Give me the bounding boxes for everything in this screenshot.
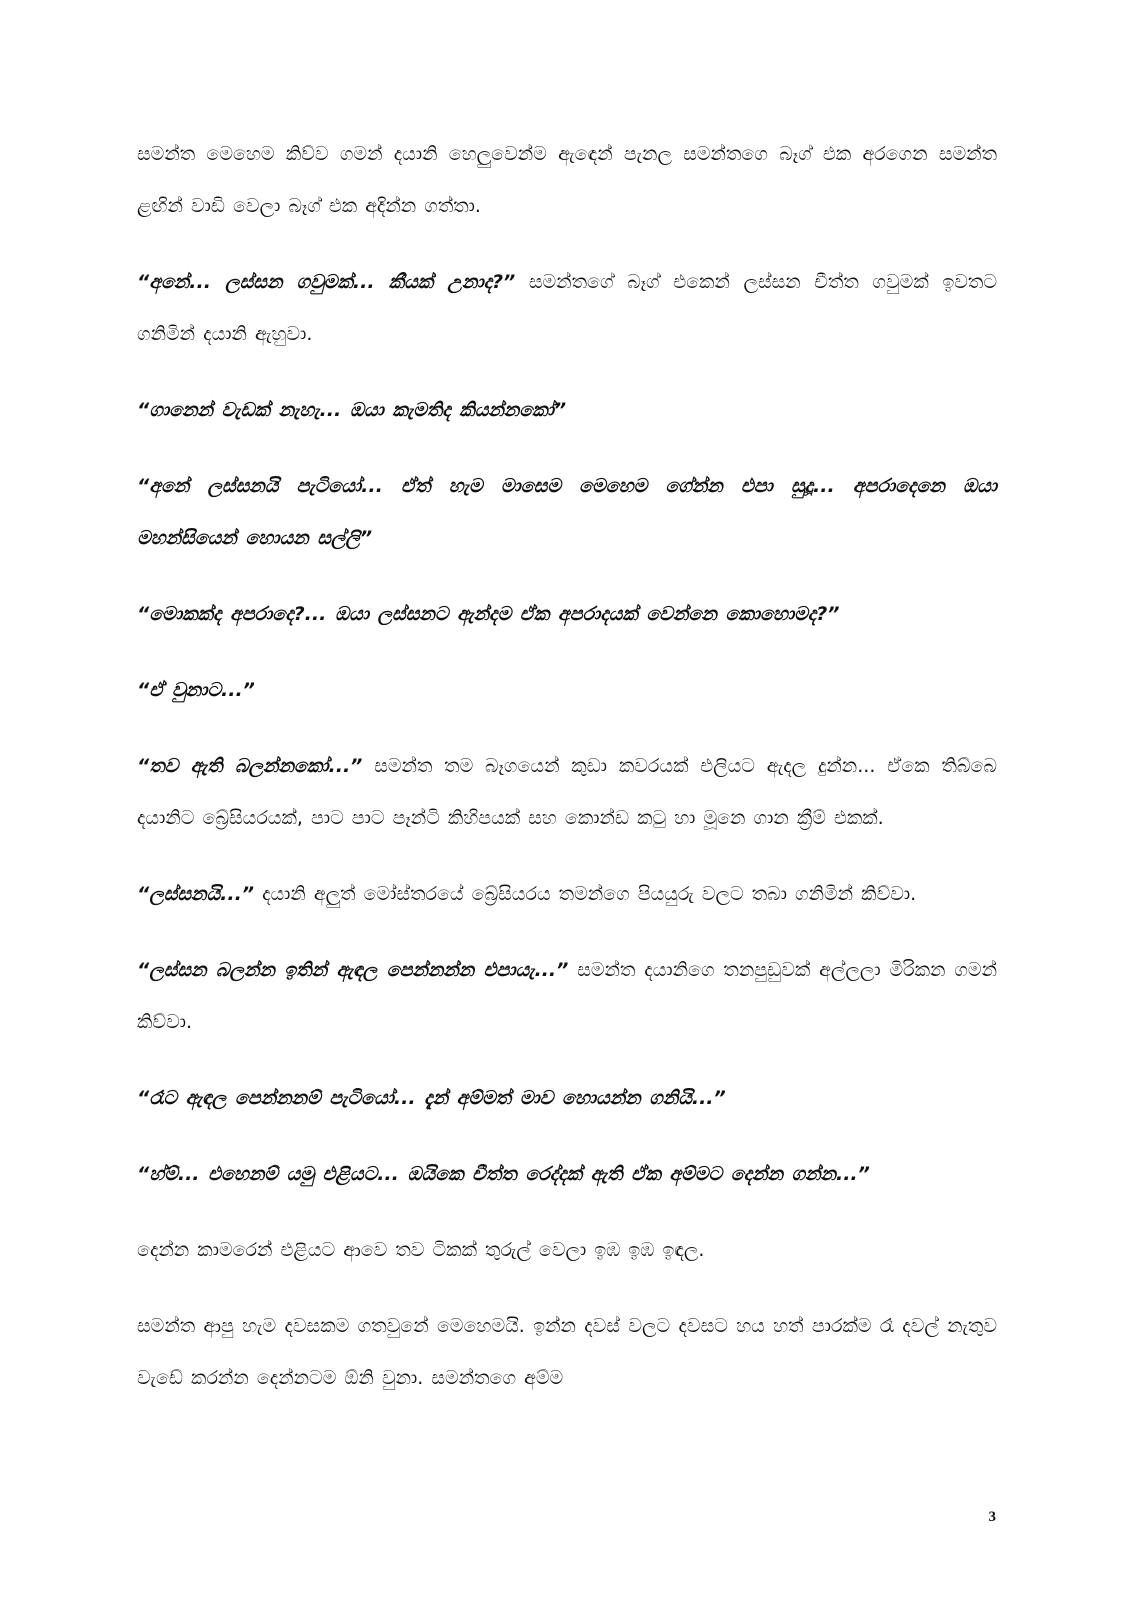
dialogue-text: “තව ඇති බලන්නකෝ...”	[137, 755, 363, 777]
paragraph-12	[137, 1224, 997, 1276]
body-text	[137, 128, 997, 1428]
paragraph-6	[137, 664, 997, 716]
dialogue-text: “ලස්සන බලන්න ඉතින් ඇඳල පෙන්නන්න එපායැ...”	[137, 959, 569, 981]
paragraph-11	[137, 1148, 997, 1200]
dialogue-text: “අනේ ලස්සනයි පැටියෝ... ඒත් හැම මාසෙම මෙහෙම ගේන්න එපා සුදූ... අපරාදෙනෙ ඔයා මහන්සියෙන් හොයන සල්ලි”	[137, 475, 997, 549]
paragraph-8	[137, 868, 997, 920]
dialogue-text: “හ්ම්... එහෙනම් යමු එළියට... ඔයිකෙ චීත්ත රෙද්දක් ඇති ඒක අම්මට දෙන්න ගන්න...”	[137, 1163, 870, 1185]
dialogue-text: “ලස්සනයි...”	[137, 883, 255, 905]
paragraph-4	[137, 460, 997, 564]
narration-text: දෙන්න කාමරෙන් එළියට ආවෙ තව ටිකක් තුරුල් වෙලා ඉඹ ඉඹ ඉඳල.	[137, 1239, 705, 1261]
dialogue-text: “රෑට ඇඳල පෙන්නනම් පැටියෝ... දැන් අම්මත් මාව හොයන්න ගනියි...”	[137, 1087, 726, 1109]
dialogue-text: “ඒ වුනාට...”	[137, 679, 255, 701]
narration-text: සමන්ත දයානිගෙ තනපුඩුවක් අල්ලලා මිරිකන ගමන් කිව්වා.	[137, 959, 998, 1033]
narration-text: සමන්ත තම බෑගයෙන් කුඩා කවරයක් එලියට ඇදල දුන්න... ඒකෙ තිබ්බෙ දයානිට බ්‍රේසියරයක්, පාට පාට පෑන්ටි කිහිපයක් සහ කොන්ඩ කටු හා මූනෙ ගාන ක්‍රීම් එකක්.	[137, 755, 997, 829]
paragraph-13	[137, 1300, 997, 1404]
dialogue-text: “අනේ... ලස්සන ගවුමක්... කීයක් උනාද?”	[137, 271, 516, 293]
paragraph-3	[137, 384, 997, 436]
paragraph-9	[137, 944, 997, 1048]
narration-text: දයානි අලුත් මෝස්තරයේ බ්‍රේසියරය තමන්ගෙ පියයුරු වලට තබා ගනිමින් කිව්වා.	[254, 883, 917, 905]
paragraph-10	[137, 1072, 997, 1124]
narration-text: සමන්තගේ බෑග් එකෙන් ලස්සන චීත්ත ගවුමක් ඉවතට ගනිමින් දයානි ඇහුවා.	[137, 271, 997, 345]
dialogue-text: “ගානෙන් වැඩක් නැහැ... ඔයා කැමතිද කියන්නකෝ”	[137, 399, 567, 421]
page-number: 3	[988, 1509, 996, 1525]
paragraph-2	[137, 256, 997, 360]
narration-text: සමන්ත මෙහෙම කිව්ව ගමන් දයානි හෙලුවෙන්ම ඇඳෙන් පැනල සමන්තගෙ බෑග් එක අරගෙන සමන්ත ළඟින් වාඩි වෙලා බෑග් එක අදින්න ගත්තා.	[137, 143, 997, 217]
dialogue-text: “මොකක්ද අපරාදෙ?... ඔයා ලස්සනට ඇන්දම ඒක අපරාදයක් වෙන්නෙ කොහොමද?”	[137, 603, 840, 625]
paragraph-1	[137, 128, 997, 232]
paragraph-7	[137, 740, 997, 844]
narration-text: සමන්ත ආපු හැම දවසකම ගතවුනේ මෙහෙමයි. ඉන්න දවස් වලට දවසට හය හත් පාරක්ම රෑ දවල් නැතුව වැඩේ කරන්න දෙන්නටම ඕනි වුනා. සමන්තගෙ අම්ම	[137, 1315, 997, 1389]
paragraph-5	[137, 588, 997, 640]
